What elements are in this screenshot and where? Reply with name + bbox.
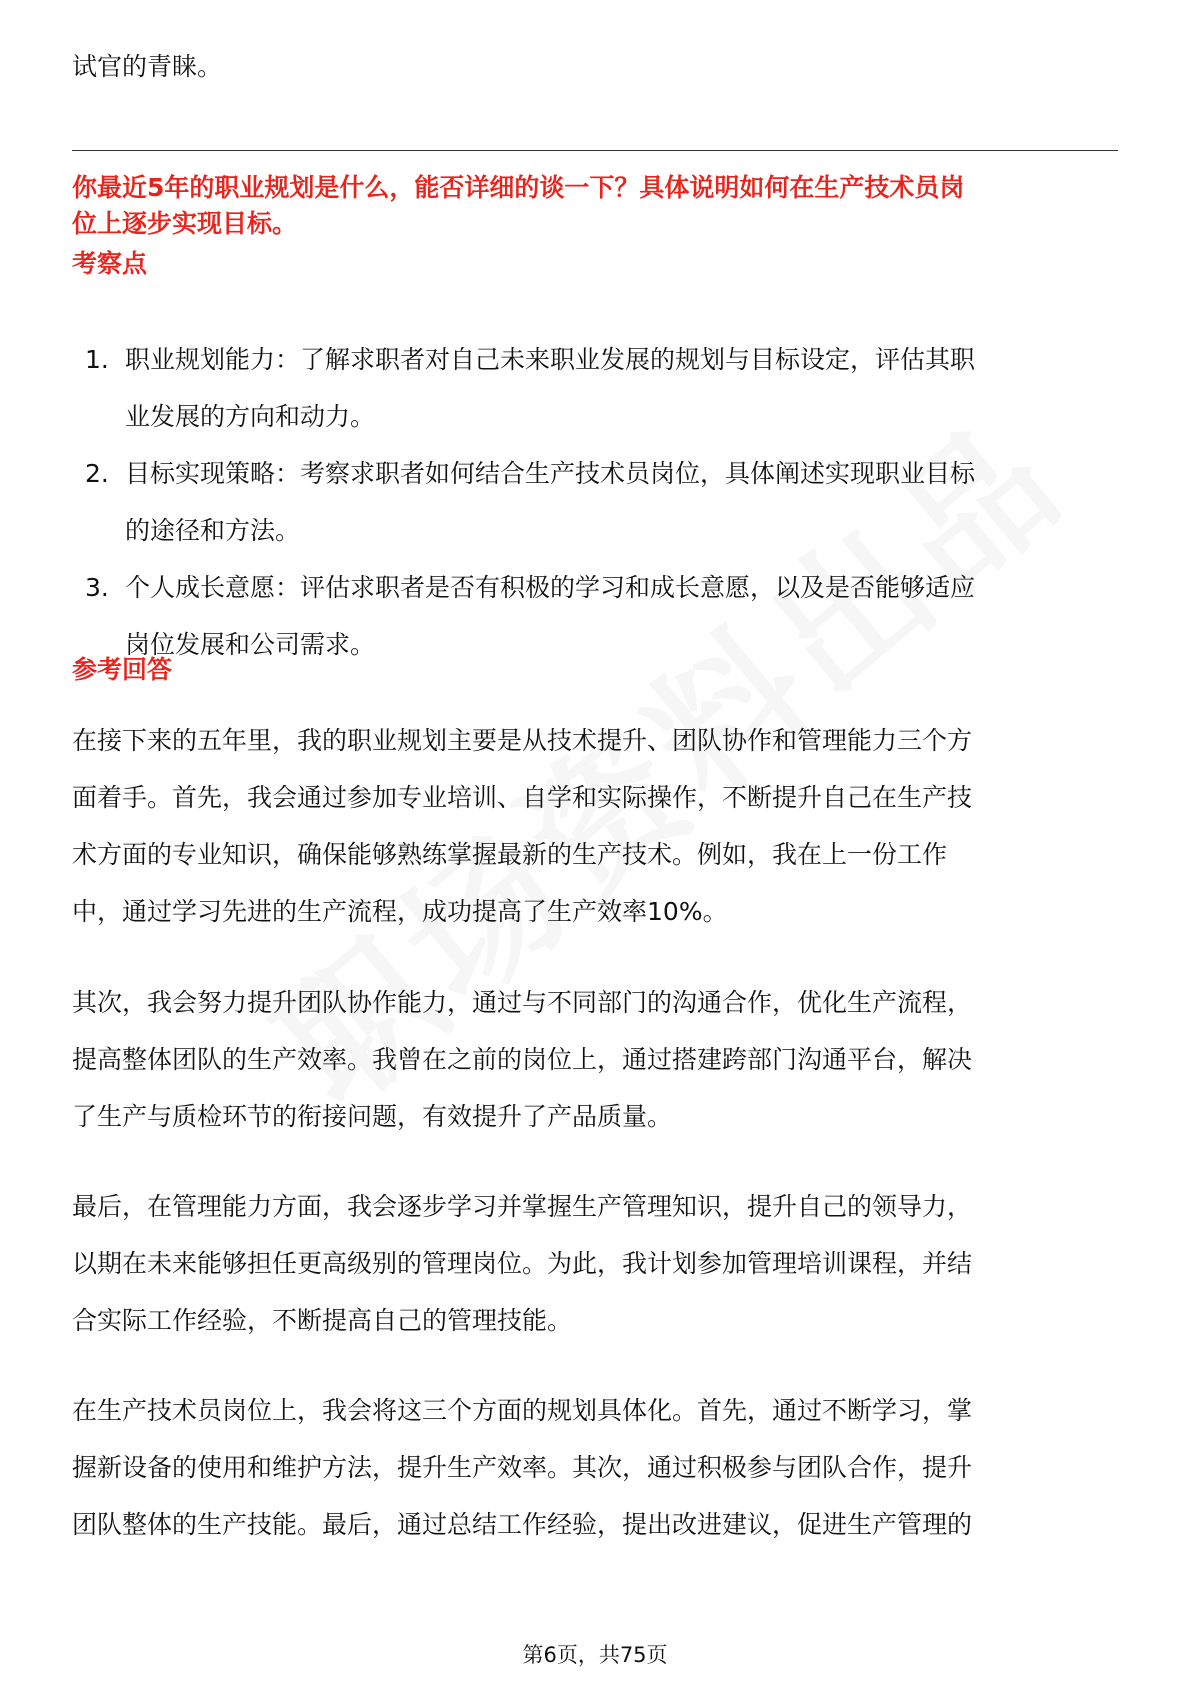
paragraph-line: 合实际工作经验，不断提高自己的管理技能。 — [72, 1306, 573, 1335]
paragraph-line: 握新设备的使用和维护方法，提升生产效率。其次，通过积极参与团队合作，提升 — [72, 1453, 973, 1482]
paragraph-line: 了生产与质检环节的衔接问题，有效提升了产品质量。 — [72, 1102, 673, 1131]
paragraph-line: 其次，我会努力提升团队协作能力，通过与不同部门的沟通合作，优化生产流程， — [72, 988, 973, 1017]
answer-heading: 参考回答 — [72, 655, 173, 684]
paragraph-line: 团队整体的生产技能。最后，通过总结工作经验，提出改进建议，促进生产管理的 — [72, 1510, 973, 1539]
list-item-line: 个人成长意愿：评估求职者是否有积极的学习和成长意愿，以及是否能够适应 — [125, 573, 976, 602]
paragraph-line: 在生产技术员岗位上，我会将这三个方面的规划具体化。首先，通过不断学习，掌 — [72, 1396, 973, 1425]
paragraph-line: 以期在未来能够担任更高级别的管理岗位。为此，我计划参加管理培训课程，并结 — [72, 1249, 973, 1278]
paragraph-line: 最后，在管理能力方面，我会逐步学习并掌握生产管理知识，提升自己的领导力， — [72, 1192, 973, 1221]
list-item — [72, 559, 1118, 673]
question-line: 位上逐步实现目标。 — [72, 209, 298, 238]
answer-paragraph — [72, 1382, 1118, 1553]
list-item-line: 目标实现策略：考察求职者如何结合生产技术员岗位，具体阐述实现职业目标 — [125, 459, 976, 488]
list-number: 2. — [85, 459, 109, 488]
continued-text: 试官的青睐。 — [72, 52, 223, 81]
list-item — [72, 331, 1118, 445]
list-number: 3. — [85, 573, 109, 602]
page-footer: 第6页，共75页 — [522, 1643, 668, 1667]
answer-paragraph — [72, 1178, 1118, 1349]
section-divider — [72, 150, 1118, 151]
answer-paragraph — [72, 712, 1118, 940]
list-item — [72, 445, 1118, 559]
list-number: 1. — [85, 345, 109, 374]
list-item-line: 的途径和方法。 — [125, 516, 301, 545]
paragraph-line: 中，通过学习先进的生产流程，成功提高了生产效率10%。 — [72, 897, 728, 926]
key-points-list — [72, 331, 1118, 673]
list-item-line: 业发展的方向和动力。 — [125, 402, 376, 431]
paragraph-line: 面着手。首先，我会通过参加专业培训、自学和实际操作，不断提升自己在生产技 — [72, 783, 973, 812]
key-points-heading: 考察点 — [72, 249, 148, 278]
paragraph-line: 提高整体团队的生产效率。我曾在之前的岗位上，通过搭建跨部门沟通平台，解决 — [72, 1045, 973, 1074]
answer-paragraph — [72, 974, 1118, 1145]
question-line: 你最近5年的职业规划是什么，能否详细的谈一下？具体说明如何在生产技术员岗 — [72, 173, 965, 202]
question-heading — [72, 170, 1118, 242]
paragraph-line: 在接下来的五年里，我的职业规划主要是从技术提升、团队协作和管理能力三个方 — [72, 726, 973, 755]
list-item-line: 职业规划能力：了解求职者对自己未来职业发展的规划与目标设定，评估其职 — [125, 345, 976, 374]
list-item-line: 岗位发展和公司需求。 — [125, 630, 376, 659]
paragraph-line: 术方面的专业知识，确保能够熟练掌握最新的生产技术。例如，我在上一份工作 — [72, 840, 948, 869]
